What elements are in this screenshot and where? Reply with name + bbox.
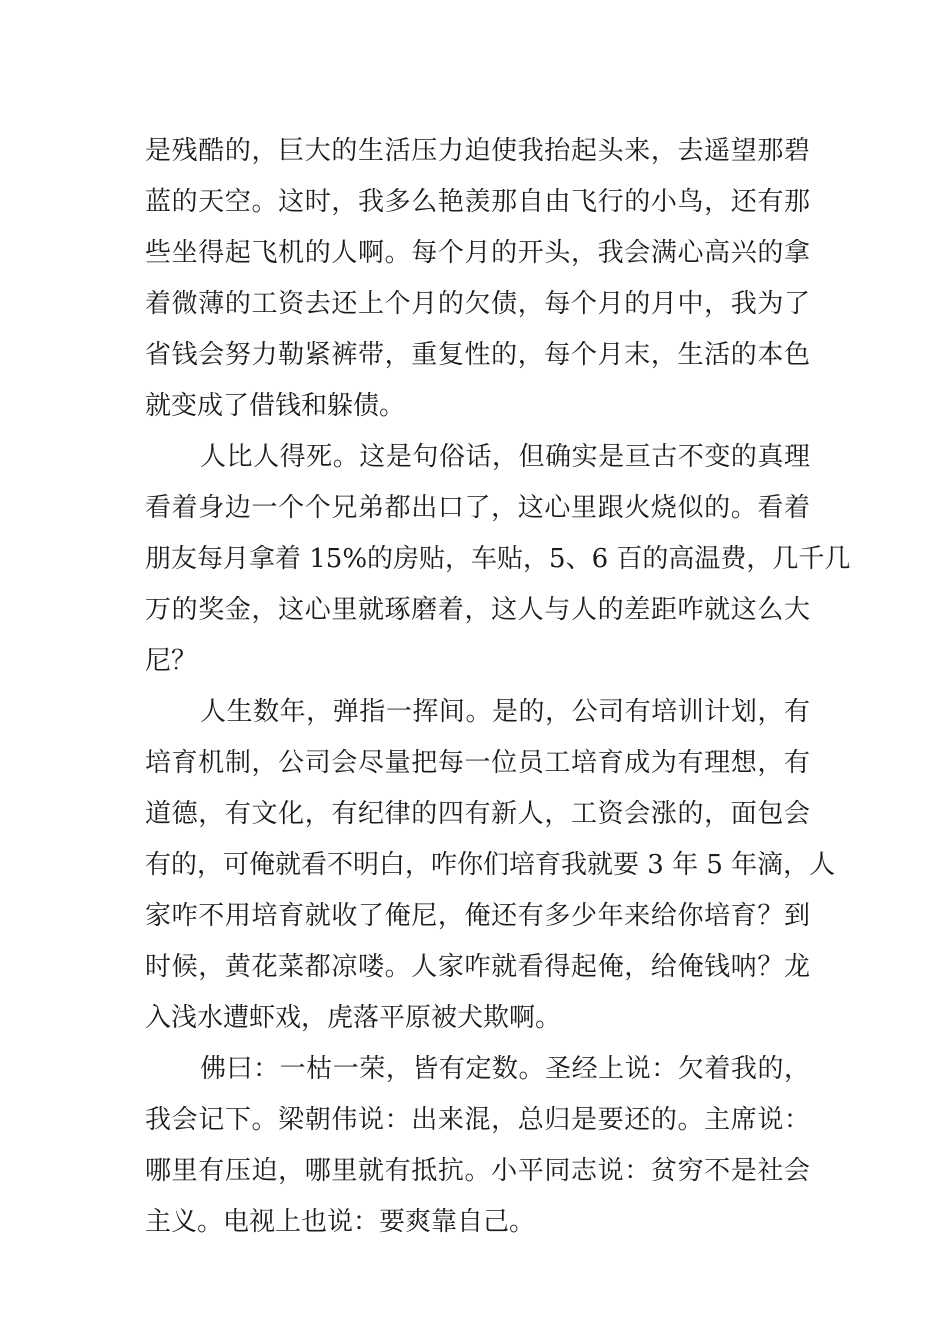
text-line: 培育机制，公司会尽量把每一位员工培育成为有理想，有 [145,748,810,778]
text-line: 我会记下。梁朝伟说：出来混，总归是要还的。主席说： [145,1105,810,1135]
text-line: 主义。电视上也说：要爽靠自己。 [145,1207,536,1237]
paragraph-1 [145,126,810,432]
text-line: 蓝的天空。这时，我多么艳羡那自由飞行的小鸟，还有那 [145,187,810,217]
text-line: 万的奖金，这心里就琢磨着，这人与人的差距咋就这么大 [145,595,810,625]
text-line: 佛曰：一枯一荣，皆有定数。圣经上说：欠着我的， [200,1054,810,1084]
text-line: 人生数年，弹指一挥间。是的，公司有培训计划，有 [200,697,810,727]
text-line: 就变成了借钱和躲债。 [145,391,406,421]
paragraph-4 [145,1044,810,1248]
text-line: 有的，可俺就看不明白，咋你们培育我就要 3 年 5 年滴，人 [145,850,836,880]
text-line: 看着身边一个个兄弟都出口了，这心里跟火烧似的。看着 [145,493,810,523]
paragraph-3 [145,687,836,1044]
text-line: 尼？ [145,646,198,676]
paragraph-2 [145,432,851,687]
text-line: 哪里有压迫，哪里就有抵抗。小平同志说：贫穷不是社会 [145,1156,810,1186]
text-line: 着微薄的工资去还上个月的欠债，每个月的月中，我为了 [145,289,810,319]
text-line: 入浅水遭虾戏，虎落平原被犬欺啊。 [145,1003,562,1033]
text-line: 时候，黄花菜都凉喽。人家咋就看得起俺，给俺钱呐？龙 [145,952,810,982]
text-line: 是残酷的，巨大的生活压力迫使我抬起头来，去遥望那碧 [145,136,810,166]
text-line: 朋友每月拿着 15%的房贴，车贴，5、6 百的高温费，几千几 [145,544,851,574]
text-line: 些坐得起飞机的人啊。每个月的开头，我会满心高兴的拿 [145,238,810,268]
text-line: 人比人得死。这是句俗话，但确实是亘古不变的真理 [200,442,810,472]
text-line: 道德，有文化，有纪律的四有新人，工资会涨的，面包会 [145,799,810,829]
text-line: 家咋不用培育就收了俺尼，俺还有多少年来给你培育？到 [145,901,810,931]
document-body [145,126,851,1248]
text-line: 省钱会努力勒紧裤带，重复性的，每个月末，生活的本色 [145,340,810,370]
